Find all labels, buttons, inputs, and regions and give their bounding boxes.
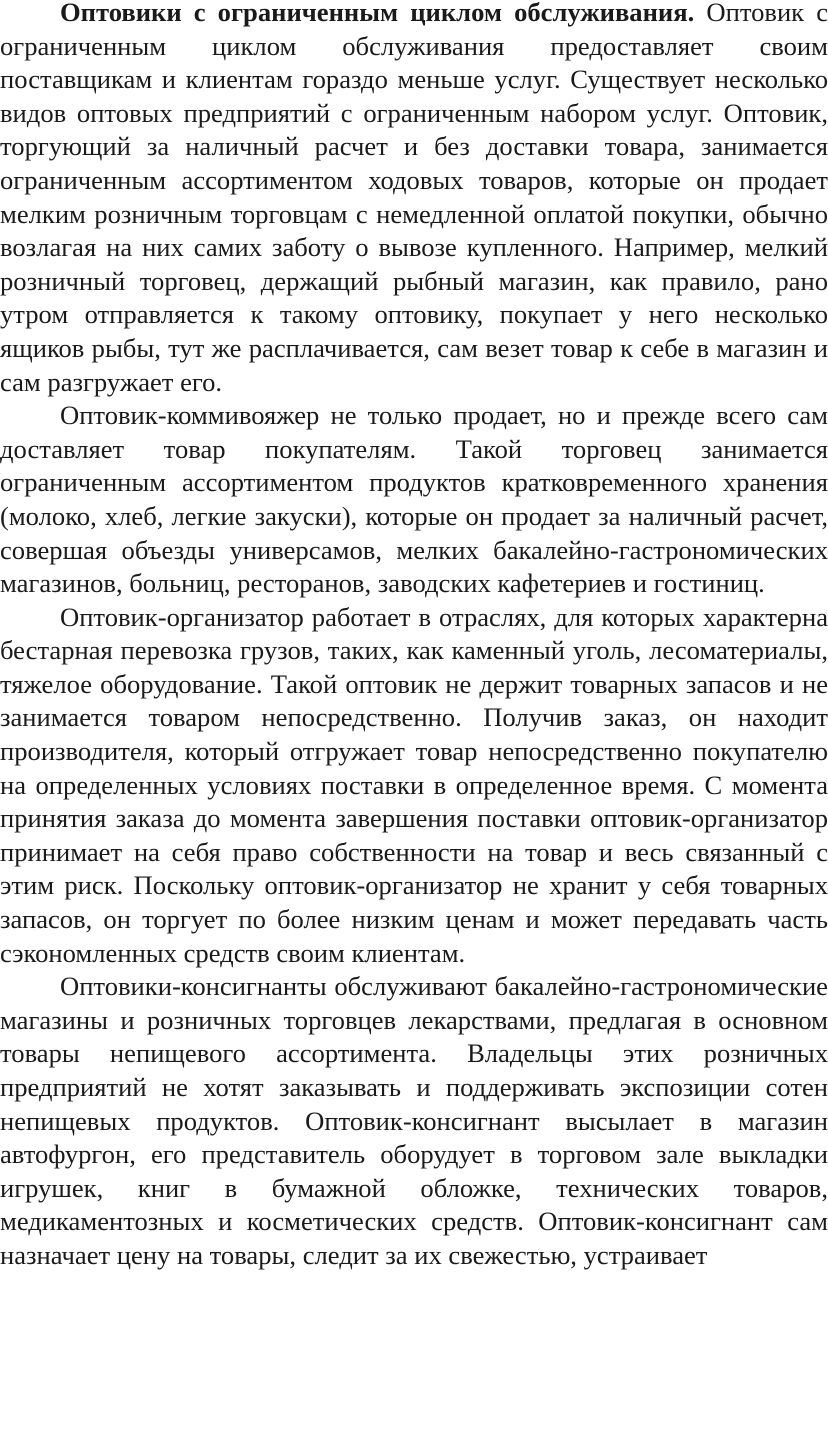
paragraph-truck-jobbers	[0, 399, 828, 601]
paragraph-rack-jobbers	[0, 970, 828, 1272]
paragraph-drop-shippers	[0, 601, 828, 971]
paragraph-text: Оптовик с ограниченным циклом обслуживания предоставляет своим поставщикам и клиентам гораздо меньше услуг. Существует несколько видов оптовых предприятий с ограниченным набором услуг. Оптовик, торгующий за наличный расчет и без доставки товара, занимается ограниченным ассортиментом ходовых товаров, которые он продает мелким розничным торговцам с немедленной оплатой покупки, обычно возлагая на них самих заботу о вывозе купленного. Например, мелкий розничный торговец, держащий рыбный магазин, как правило, рано утром отправляется к такому оптовику, покупает у него несколько ящиков рыбы, тут же расплачивается, сам везет товар к себе в магазин и сам разгружает его.	[0, 0, 828, 397]
paragraph-text: Оптовики-консигнанты обслуживают бакалейно-гастрономические магазины и розничных торговцев лекарствами, предлагая в основном товары непищевого ассортимента. Владельцы этих розничных предприятий не хотят заказывать и поддерживать экспозиции сотен непищевых продуктов. Оптовик-консигнант высылает в магазин автофургон, его представитель оборудует в торговом зале выкладки игрушек, книг в бумажной обложке, технических товаров, медикаментозных и косметических средств. Оптовик-консигнант сам назначает цену на товары, следит за их свежестью, устраивает	[0, 971, 828, 1270]
paragraph-limited-service-wholesalers	[0, 0, 828, 399]
paragraph-heading: Оптовики с ограниченным циклом обслуживания.	[60, 0, 695, 27]
paragraph-text: Оптовик-коммивояжер не только продает, но и прежде всего сам доставляет товар покупателям. Такой торговец занимается ограниченным ассортиментом продуктов кратковременного хранения (молоко, хлеб, легкие закуски), которые он продает за наличный расчет, совершая объезды универсамов, мелких бакалейно-гастрономических магазинов, больниц, ресторанов, заводских кафетериев и гостиниц.	[0, 400, 828, 599]
paragraph-text: Оптовик-организатор работает в отраслях, для которых характерна бестарная перевозка грузов, таких, как каменный уголь, лесоматериалы, тяжелое оборудование. Такой оптовик не держит товарных запасов и не занимается товаром непосредственно. Получив заказ, он находит производителя, который отгружает товар непосредственно покупателю на определенных условиях поставки в определенное время. С момента принятия заказа до момента завершения поставки оптовик-организатор принимает на себя право собственности на товар и весь связанный с этим риск. Поскольку оптовик-организатор не хранит у себя товарных запасов, он торгует по более низким ценам и может передавать часть сэкономленных средств своим клиентам.	[0, 601, 828, 968]
